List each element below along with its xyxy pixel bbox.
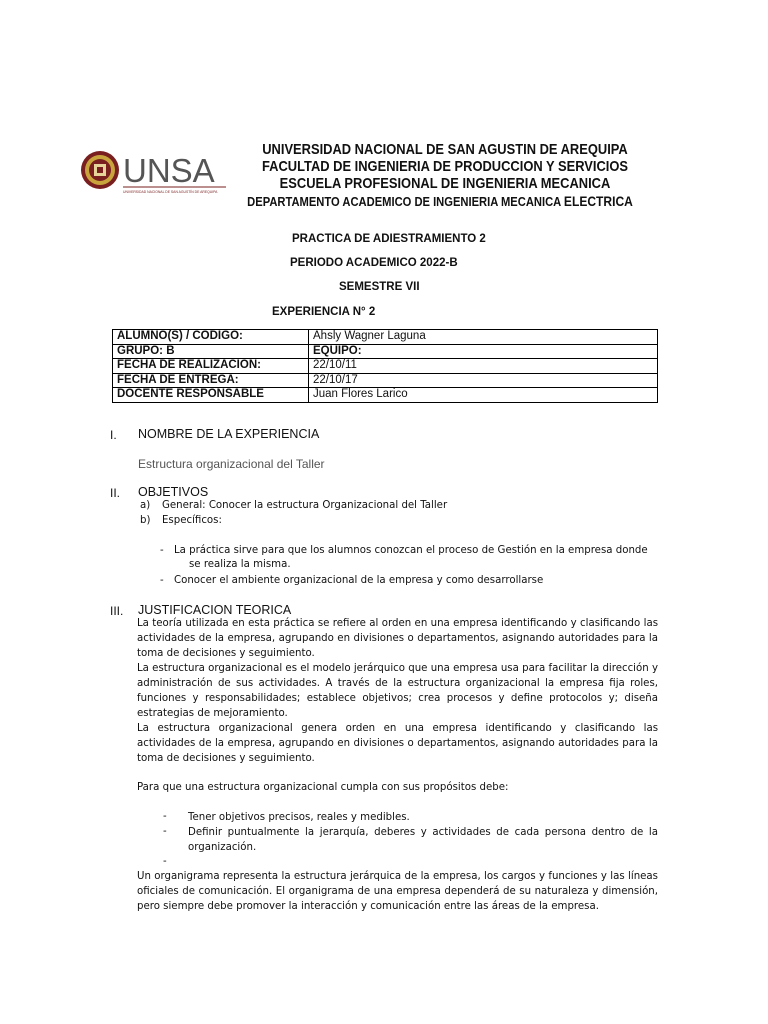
table-cell-value: 22/10/17	[309, 373, 658, 388]
section-3-number: III.	[110, 604, 124, 618]
specific-objective-2: Conocer el ambiente organizacional de la empresa y como desarrollarse	[174, 575, 544, 586]
semester: SEMESTRE VII	[339, 281, 420, 293]
practice-title: PRACTICA DE ADIESTRAMIENTO 2	[292, 233, 486, 245]
bullet-dash: -	[160, 545, 164, 556]
table-cell-label: DOCENTE RESPONSABLE	[113, 388, 309, 403]
section-1-number: I.	[110, 428, 117, 442]
school-name: ESCUELA PROFESIONAL DE INGENIERIA MECANICA	[279, 175, 611, 192]
department-electrica: ELECTRICA	[563, 193, 633, 209]
university-name: UNIVERSIDAD NACIONAL DE SAN AGUSTIN DE AREQUIPA	[262, 141, 628, 158]
list-item: Tener objetivos precisos, reales y medibles.	[188, 812, 410, 823]
objective-general: General: Conocer la estructura Organizacional del Taller	[162, 500, 448, 511]
logo-letters: UNSA	[123, 152, 215, 189]
table-cell-label: FECHA DE ENTREGA:	[113, 373, 309, 388]
table-cell-label: FECHA DE REALIZACION:	[113, 359, 309, 374]
paragraph: Para que una estructura organizacional cumpla con sus propósitos debe:	[137, 782, 509, 793]
section-1-body: Estructura organizacional del Taller	[138, 457, 325, 471]
experience-number: EXPERIENCIA N° 2	[272, 306, 376, 318]
section-2-number: II.	[110, 486, 121, 500]
unsa-logo	[80, 142, 228, 200]
table-row	[113, 344, 658, 359]
bullet-dash: -	[163, 856, 167, 867]
table-row	[113, 388, 658, 403]
unsa-seal-icon	[80, 142, 228, 200]
list-marker-a: a)	[140, 500, 151, 511]
department-name	[234, 193, 647, 209]
bullet-dash: -	[160, 575, 164, 586]
logo-caption: UNIVERSIDAD NACIONAL DE SAN AGUSTÍN DE AREQUIPA	[123, 190, 218, 194]
objective-specific: Específicos:	[162, 515, 222, 526]
faculty-name: FACULTAD DE INGENIERIA DE PRODUCCION Y SERVICIOS	[261, 158, 629, 175]
table-cell-value: EQUIPO:	[309, 344, 658, 359]
list-marker-b: b)	[140, 515, 151, 526]
paragraph: La estructura organizacional genera orden en una empresa identificando y clasificando las actividades de la empresa, agrupando en divisiones o departamentos, asignando autoridades para la toma de decisiones y seguimiento.	[137, 723, 658, 764]
table-cell-label: GRUPO: B	[113, 344, 309, 359]
paragraph: Un organigrama representa la estructura jerárquica de la empresa, los cargos y funciones y las líneas oficiales de comunicación. El organigrama de una empresa dependerá de su naturaleza y dimensión, pero siempre debe promover la interacción y comunicación entre las áreas de la empresa.	[137, 871, 658, 912]
table-row	[113, 373, 658, 388]
bullet-dash: -	[163, 811, 167, 822]
list-item: Definir puntualmente la jerarquía, deberes y actividades de cada persona dentro de la organización.	[188, 827, 658, 853]
academic-period: PERIODO ACADEMICO 2022-B	[290, 257, 458, 269]
specific-objective-1-line1: La práctica sirve para que los alumnos conozcan el proceso de Gestión en la empresa donde	[174, 545, 648, 556]
student-info-table	[112, 329, 658, 403]
section-2-title: OBJETIVOS	[138, 485, 209, 499]
table-row	[113, 330, 658, 345]
section-1-title: NOMBRE DE LA EXPERIENCIA	[138, 427, 320, 441]
paragraph: La estructura organizacional es el modelo jerárquico que una empresa usa para facilitar la dirección y administración de sus actividades. A través de la estructura organizacional la empresa fija roles, funciones y responsabilidades; establece objetivos; crea procesos y define protocolos y; diseña estrategias de mejoramiento.	[137, 663, 658, 719]
table-cell-label: ALUMNO(S) / CODIGO:	[113, 330, 309, 345]
section-3-title: JUSTIFICACION TEORICA	[138, 603, 292, 617]
specific-objective-1-line2: se realiza la misma.	[189, 559, 291, 570]
department-main: DEPARTAMENTO ACADEMICO DE INGENIERIA MECANICA	[247, 194, 564, 209]
table-cell-value: 22/10/11	[309, 359, 658, 374]
table-cell-value: Ahsly Wagner Laguna	[309, 330, 658, 345]
bullet-dash: -	[163, 826, 167, 837]
table-cell-value: Juan Flores Larico	[309, 388, 658, 403]
table-row	[113, 359, 658, 374]
paragraph: La teoría utilizada en esta práctica se refiere al orden en una empresa identificando y clasificando las actividades de la empresa, agrupando en divisiones o departamentos, asignando autoridades para la toma de decisiones y seguimiento.	[137, 618, 658, 659]
